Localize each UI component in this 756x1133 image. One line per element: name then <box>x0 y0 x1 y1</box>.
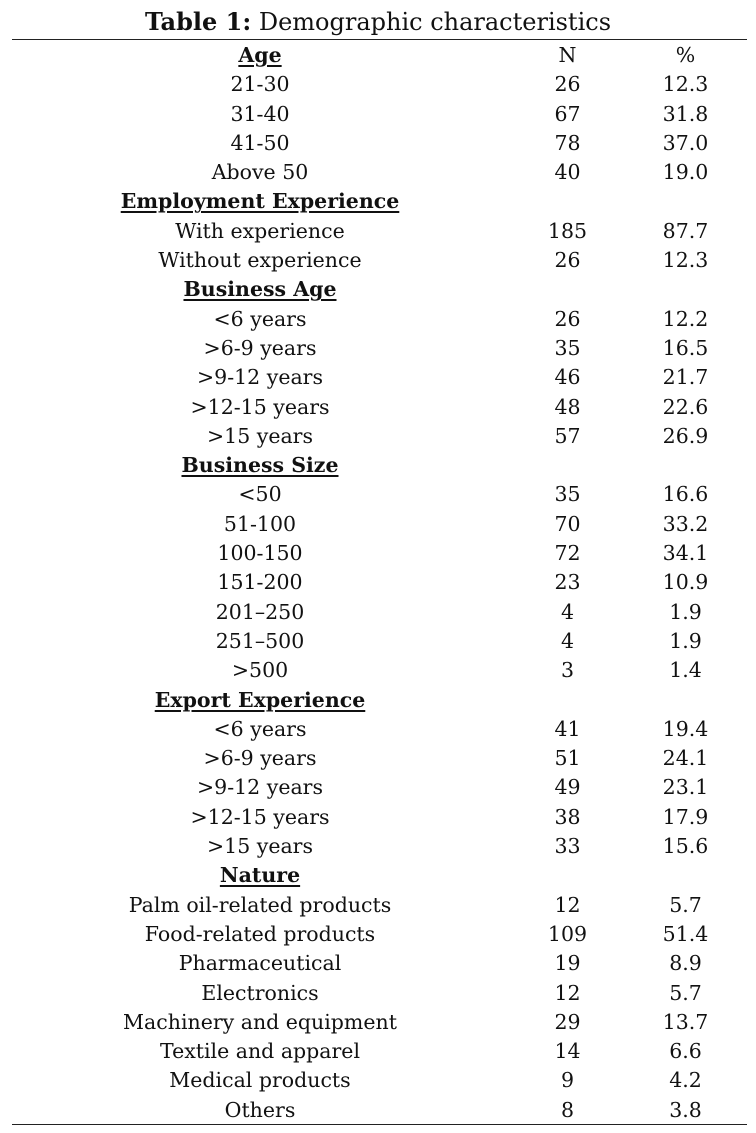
empty-cell <box>615 861 756 890</box>
table-row <box>0 305 756 334</box>
row-percent: 5.7 <box>669 892 702 917</box>
row-percent: 21.7 <box>662 365 709 390</box>
row-percent: 1.9 <box>669 599 702 624</box>
table-row <box>0 598 756 627</box>
table-row <box>0 656 756 685</box>
table-row <box>0 1096 756 1125</box>
row-label: >15 years <box>206 423 314 448</box>
table-row <box>0 744 756 773</box>
table-row <box>0 246 756 275</box>
table-row <box>0 158 756 187</box>
row-label: <50 <box>238 482 282 507</box>
row-label: 100-150 <box>217 541 303 566</box>
table-row <box>0 891 756 920</box>
row-n: 57 <box>554 423 581 448</box>
row-n: 49 <box>554 775 581 800</box>
column-header-n: N <box>558 43 577 67</box>
section-heading-cell <box>0 686 520 715</box>
row-label: 31-40 <box>230 101 290 126</box>
row-label: >500 <box>231 658 289 683</box>
table-row <box>0 393 756 422</box>
table-row <box>0 832 756 861</box>
row-label: With experience <box>175 218 345 243</box>
row-n: 78 <box>554 130 581 155</box>
table-row <box>0 715 756 744</box>
row-label: Electronics <box>201 980 319 1005</box>
row-n: 8 <box>560 1097 575 1122</box>
row-percent: 13.7 <box>662 1009 709 1034</box>
row-n: 4 <box>560 599 575 624</box>
row-n: 12 <box>554 892 581 917</box>
section-heading: Age <box>238 43 282 67</box>
row-label: 21-30 <box>230 72 290 97</box>
row-percent: 26.9 <box>662 423 709 448</box>
row-n: 35 <box>554 482 581 507</box>
row-percent: 87.7 <box>662 218 709 243</box>
row-n: 109 <box>547 921 588 946</box>
row-percent: 24.1 <box>662 746 709 771</box>
row-label: >9-12 years <box>196 365 323 390</box>
row-n: 33 <box>554 834 581 859</box>
table-row <box>0 480 756 509</box>
row-label: <6 years <box>213 716 307 741</box>
section-heading-row <box>0 686 756 715</box>
table-caption-text: Demographic characteristics <box>258 8 612 36</box>
section-heading-cell <box>0 187 520 216</box>
table-row <box>0 1008 756 1037</box>
row-n: 38 <box>554 804 581 829</box>
section-heading-cell <box>0 275 520 304</box>
row-n: 9 <box>560 1068 575 1093</box>
row-label: Medical products <box>169 1068 351 1093</box>
row-label: >9-12 years <box>196 775 323 800</box>
table-row <box>0 70 756 99</box>
row-n: 29 <box>554 1009 581 1034</box>
row-n: 26 <box>554 248 581 273</box>
section-heading-cell <box>0 451 520 480</box>
row-percent: 12.3 <box>662 72 709 97</box>
section-heading-row <box>0 861 756 890</box>
row-percent: 1.9 <box>669 628 702 653</box>
row-percent: 16.6 <box>662 482 709 507</box>
row-percent: 19.0 <box>662 160 709 185</box>
row-n: 185 <box>547 218 588 243</box>
row-n: 46 <box>554 365 581 390</box>
row-label: >6-9 years <box>203 746 317 771</box>
row-percent: 12.3 <box>662 248 709 273</box>
table-caption <box>0 6 756 38</box>
table-row <box>0 363 756 392</box>
table-row <box>0 334 756 363</box>
table-top-rule <box>12 39 747 40</box>
row-n: 23 <box>554 570 581 595</box>
row-n: 19 <box>554 951 581 976</box>
table-row <box>0 539 756 568</box>
table-row <box>0 100 756 129</box>
row-label: 251–500 <box>215 628 305 653</box>
empty-cell <box>520 451 615 480</box>
empty-cell <box>520 275 615 304</box>
row-label: Textile and apparel <box>159 1039 360 1064</box>
row-n: 26 <box>554 72 581 97</box>
table-row <box>0 949 756 978</box>
row-percent: 6.6 <box>669 1039 702 1064</box>
row-n: 4 <box>560 628 575 653</box>
demographics-table-body <box>0 41 756 1125</box>
section-heading-row <box>0 41 756 70</box>
empty-cell <box>615 451 756 480</box>
row-label: Machinery and equipment <box>123 1009 397 1034</box>
row-label: >15 years <box>206 834 314 859</box>
empty-cell <box>615 275 756 304</box>
row-percent: 16.5 <box>662 335 709 360</box>
table-row <box>0 979 756 1008</box>
row-n: 41 <box>554 716 581 741</box>
row-percent: 12.2 <box>662 306 709 331</box>
column-header-percent: % <box>675 43 696 67</box>
section-heading: Employment Experience <box>120 189 400 214</box>
section-heading: Nature <box>219 863 301 888</box>
section-heading-row <box>0 275 756 304</box>
row-percent: 31.8 <box>662 101 709 126</box>
table-bottom-rule <box>12 1124 747 1125</box>
row-percent: 5.7 <box>669 980 702 1005</box>
row-percent: 3.8 <box>669 1097 702 1122</box>
row-n: 40 <box>554 160 581 185</box>
row-n: 3 <box>560 658 575 683</box>
row-label: Others <box>224 1097 296 1122</box>
row-label: Pharmaceutical <box>178 951 342 976</box>
table-row <box>0 920 756 949</box>
row-n: 14 <box>554 1039 581 1064</box>
row-label: Above 50 <box>211 160 309 185</box>
empty-cell <box>520 686 615 715</box>
row-n: 67 <box>554 101 581 126</box>
table-row <box>0 129 756 158</box>
row-percent: 10.9 <box>662 570 709 595</box>
row-n: 70 <box>554 511 581 536</box>
row-label: <6 years <box>213 306 307 331</box>
row-percent: 1.4 <box>669 658 702 683</box>
section-heading-row <box>0 451 756 480</box>
empty-cell <box>615 187 756 216</box>
row-label: Palm oil-related products <box>128 892 392 917</box>
row-percent: 23.1 <box>662 775 709 800</box>
table-row <box>0 510 756 539</box>
row-percent: 8.9 <box>669 951 702 976</box>
row-percent: 34.1 <box>662 541 709 566</box>
table-caption-label: Table 1: <box>144 7 252 36</box>
demographics-table <box>0 41 756 1125</box>
row-n: 51 <box>554 746 581 771</box>
row-percent: 4.2 <box>669 1068 702 1093</box>
row-percent: 19.4 <box>662 716 709 741</box>
row-n: 26 <box>554 306 581 331</box>
section-heading: Export Experience <box>154 687 366 712</box>
row-percent: 17.9 <box>662 804 709 829</box>
table-row <box>0 773 756 802</box>
empty-cell <box>520 861 615 890</box>
row-label: >12-15 years <box>190 394 330 419</box>
row-label: 151-200 <box>217 570 303 595</box>
section-heading: Business Size <box>181 453 339 478</box>
row-n: 12 <box>554 980 581 1005</box>
row-label: 201–250 <box>215 599 305 624</box>
table-row <box>0 627 756 656</box>
table-row <box>0 568 756 597</box>
row-label: >12-15 years <box>190 804 330 829</box>
row-percent: 33.2 <box>662 511 709 536</box>
empty-cell <box>615 686 756 715</box>
row-percent: 51.4 <box>662 921 709 946</box>
section-heading-cell <box>0 41 520 70</box>
row-label: 41-50 <box>230 130 290 155</box>
table-row <box>0 803 756 832</box>
row-label: >6-9 years <box>203 335 317 360</box>
row-label: Without experience <box>158 248 362 273</box>
section-heading-row <box>0 187 756 216</box>
section-heading: Business Age <box>183 277 337 302</box>
table-row <box>0 1037 756 1066</box>
table-row <box>0 217 756 246</box>
row-percent: 15.6 <box>662 834 709 859</box>
row-n: 48 <box>554 394 581 419</box>
row-label: Food-related products <box>144 921 376 946</box>
row-label: 51-100 <box>223 511 297 536</box>
table-row <box>0 422 756 451</box>
row-percent: 37.0 <box>662 130 709 155</box>
row-n: 72 <box>554 541 581 566</box>
row-percent: 22.6 <box>662 394 709 419</box>
empty-cell <box>520 187 615 216</box>
table-row <box>0 1066 756 1095</box>
section-heading-cell <box>0 861 520 890</box>
row-n: 35 <box>554 335 581 360</box>
